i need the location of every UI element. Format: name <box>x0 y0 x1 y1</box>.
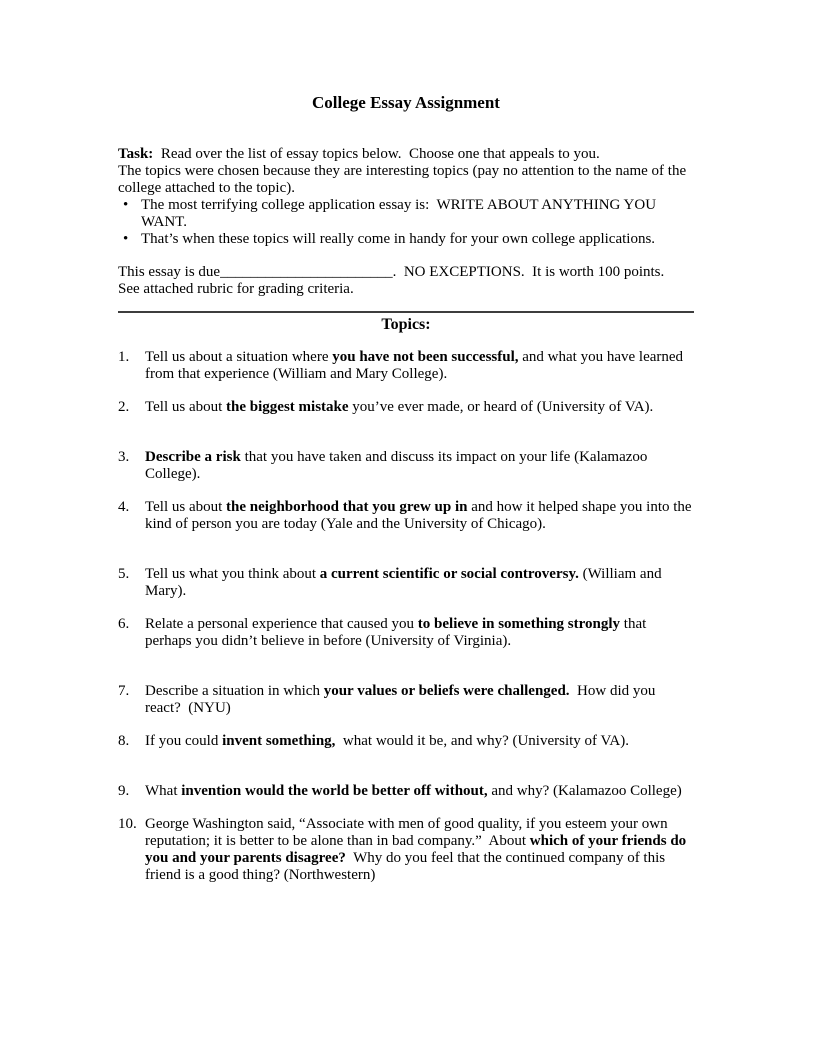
due-line-2: See attached rubric for grading criteria. <box>118 281 354 297</box>
text-run: Describe a situation in which <box>145 683 324 699</box>
text-run: Tell us what you think about <box>145 566 320 582</box>
bold-text-run: you have not been successful, <box>332 349 519 365</box>
task-intro-paragraph <box>118 146 694 163</box>
topic-text <box>145 783 694 800</box>
text-run: Tell us about <box>145 499 227 515</box>
task-intro-text: Read over the list of essay topics below. Choose one that appeals to you. <box>153 146 600 162</box>
topic-text <box>145 349 694 383</box>
topic-number: 9. <box>118 783 130 799</box>
bullet-text: That’s when these topics will really come in handy for your own college applications. <box>141 231 656 247</box>
text-run: This essay is due <box>118 264 221 280</box>
topic-number: 6. <box>118 616 130 632</box>
task-section <box>118 146 694 248</box>
bold-text-run: to believe in something strongly <box>417 616 621 632</box>
topic-number: 1. <box>118 349 130 365</box>
topics-heading: Topics: <box>118 311 694 334</box>
bold-text-run: Describe a risk <box>145 449 241 465</box>
bold-text-run: which of your friends do you and your parents disagree? <box>145 833 690 866</box>
due-section <box>118 264 694 298</box>
topic-list-item <box>118 733 694 750</box>
text-run: Relate a personal experience that caused you <box>145 616 418 632</box>
topic-list-item <box>118 616 694 650</box>
bold-text-run: invention would the world be better off without, <box>181 783 488 799</box>
task-description: The topics were chosen because they are interesting topics (pay no attention to the name of the college attached to the topic). <box>118 163 690 196</box>
topic-list-item <box>118 816 694 884</box>
topic-number: 3. <box>118 449 130 465</box>
topic-text <box>145 499 694 533</box>
bullet-list-item <box>118 231 694 248</box>
text-run: How did you react? (NYU) <box>145 683 660 716</box>
text-run: what would it be, and why? (University of VA). <box>335 733 629 749</box>
topic-list-item <box>118 499 694 533</box>
bold-text-run: the neighborhood that you grew up in <box>226 499 468 515</box>
topic-text <box>145 683 694 717</box>
topic-number: 10. <box>118 816 137 832</box>
document-title: College Essay Assignment <box>312 93 500 112</box>
topic-text <box>145 399 694 416</box>
topic-list-item <box>118 349 694 383</box>
task-label: Task: <box>118 146 154 162</box>
topic-number: 4. <box>118 499 130 515</box>
bullet-text: The most terrifying college application essay is: WRITE ABOUT ANYTHING YOU WANT. <box>141 197 660 230</box>
text-run: . NO EXCEPTIONS. It is worth 100 points. <box>392 264 665 280</box>
text-run: If you could <box>145 733 223 749</box>
text-run: and why? (Kalamazoo College) <box>487 783 682 799</box>
bold-text-run: invent something, <box>222 733 336 749</box>
bullet-list-item <box>118 197 694 231</box>
text-run: that perhaps you didn’t believe in before (University of Virginia). <box>145 616 651 649</box>
text-run: Tell us about a situation where <box>145 349 333 365</box>
topic-list-item <box>118 399 694 416</box>
text-run: and what you have learned from that experience (William and Mary College). <box>145 349 687 382</box>
bold-text-run: a current scientific or social controversy. <box>319 566 579 582</box>
text-run: Tell us about <box>145 399 227 415</box>
topic-list-item <box>118 683 694 717</box>
topic-number: 8. <box>118 733 130 749</box>
bullet-icon: • <box>123 231 129 247</box>
topic-number: 7. <box>118 683 130 699</box>
text-run: Why do you feel that the continued company of this friend is a good thing? (Northwestern) <box>145 850 669 883</box>
text-run: that you have taken and discuss its impact on your life (Kalamazoo College). <box>145 449 652 482</box>
topic-text <box>145 449 694 483</box>
topic-list-item <box>118 449 694 483</box>
bullet-icon: • <box>123 197 129 213</box>
text-run: What <box>145 783 182 799</box>
text-run: you’ve ever made, or heard of (University of VA). <box>348 399 654 415</box>
bold-text-run: the biggest mistake <box>226 399 349 415</box>
topic-number: 2. <box>118 399 130 415</box>
text-run: George Washington said, “Associate with men of good quality, if you esteem your own reputation; it is better to be alone than in bad company.” About <box>145 816 672 849</box>
topic-list-item <box>118 566 694 600</box>
text-run: (William and Mary). <box>145 566 666 599</box>
due-line <box>118 264 694 281</box>
task-bullet-list <box>118 197 694 248</box>
topic-text <box>145 733 694 750</box>
topic-number: 5. <box>118 566 130 582</box>
text-run: _______________________ <box>220 264 393 280</box>
text-run: and how it helped shape you into the kind of person you are today (Yale and the University of Chicago). <box>145 499 696 532</box>
topic-text <box>145 816 694 884</box>
topic-list-item <box>118 783 694 800</box>
topic-text <box>145 616 694 650</box>
bold-text-run: your values or beliefs were challenged. <box>323 683 570 699</box>
topic-text <box>145 566 694 600</box>
topics-list <box>118 349 694 884</box>
